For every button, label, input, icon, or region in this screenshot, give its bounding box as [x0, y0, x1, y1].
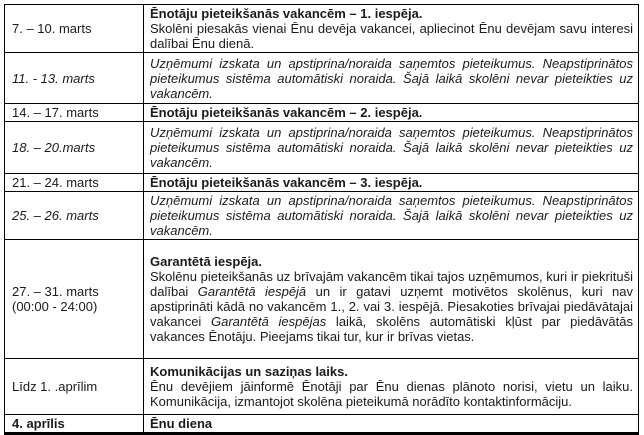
- date-cell: [5, 104, 144, 122]
- description-cell: [144, 5, 639, 53]
- description-heading: [150, 416, 633, 431]
- date-line: 11. - 13. marts: [12, 70, 95, 86]
- description-cell: [144, 53, 639, 104]
- table-row: [5, 174, 639, 192]
- description-text: Uzņēmumi izskata un apstiprina/noraida saņemtos pieteikumus. Neapstiprinātos pieteikumus sistēma automātiski noraida. Šajā laikā skolēni nevar pieteikties uz vakancēm.: [150, 55, 633, 101]
- date-cell: [5, 53, 144, 104]
- description-heading: [150, 105, 633, 120]
- description-paragraph: [150, 269, 633, 344]
- description-cell: [144, 415, 639, 434]
- description-text: Ēnu diena: [150, 416, 213, 431]
- table-row: [5, 192, 639, 240]
- description-text: Ēnotāju pieteikšanās vakancēm – 3. iespēja.: [150, 175, 423, 190]
- description-text: Garantētā iespēja.: [150, 254, 262, 269]
- description-text: Ēnotāju pieteikšanās vakancēm – 1. iespēja.: [150, 6, 423, 21]
- description-text: un ir gatavi uzņemt motivētos skolēnus, kuri nav apstiprināti kādā no vakancēm 1., 2. vai 3. iespējā. Piesakoties brīvajai piedāvātajai vakancei: [150, 284, 633, 329]
- description-paragraph: [150, 193, 633, 238]
- description-text: Uzņēmumi izskata un apstiprina/noraida saņemtos pieteikumus. Neapstiprinātos pieteikumus sistēma automātiski noraida. Šajā laikā skolēni nevar pieteikties uz vakancēm.: [150, 125, 633, 170]
- description-text: Ēnotāju pieteikšanās vakancēm – 2. iespēja.: [150, 105, 423, 120]
- date-line: 7. – 10. marts: [12, 21, 92, 36]
- description-heading: [150, 175, 633, 190]
- date-line: Līdz 1. .aprīlim: [12, 379, 98, 394]
- date-line: 27. – 31. marts: [12, 284, 99, 299]
- description-cell: [144, 359, 639, 415]
- table-row: [5, 415, 639, 434]
- table-row: [5, 122, 639, 174]
- description-text: Skolēni piesakās vienai Ēnu devēja vakancei, apliecinot Ēnu devējam savu interesi dalībai Ēnu dienā.: [150, 21, 633, 51]
- description-heading: [150, 254, 633, 269]
- table-row: [5, 240, 639, 359]
- description-cell: [144, 104, 639, 122]
- description-cell: [144, 122, 639, 174]
- description-text: Uzņēmumi izskata un apstiprina/noraida saņemtos pieteikumus. Neapstiprinātos pieteikumus sistēma automātiski noraida. Šajā laikā skolēni nevar pieteikties uz vakancēm.: [150, 193, 633, 238]
- date-line: (00:00 - 24:00): [12, 299, 98, 314]
- description-text: Komunikācijas un saziņas laiks.: [150, 364, 348, 379]
- date-cell: [5, 192, 144, 240]
- description-paragraph: [150, 56, 633, 101]
- date-line: 14. – 17. marts: [12, 105, 99, 120]
- date-cell: [5, 415, 144, 434]
- date-cell: [5, 359, 144, 415]
- description-text: Skolēnu pieteikšanās uz brīvajām vakancēm tikai tajos uzņēmumos, kuri ir piekrituši dalībai: [150, 269, 633, 299]
- date-line: 18. – 20.marts: [12, 140, 96, 155]
- date-line: 25. – 26. marts: [12, 208, 99, 223]
- date-cell: [5, 240, 144, 359]
- description-heading: [150, 6, 633, 21]
- description-paragraph: [150, 21, 633, 51]
- date-line: 4. aprīlis: [12, 416, 65, 431]
- description-text: Garantētā iespējā: [197, 284, 307, 299]
- table-row: [5, 359, 639, 415]
- description-paragraph: [150, 125, 633, 170]
- schedule-table: [4, 4, 639, 435]
- description-paragraph: [150, 379, 633, 409]
- date-line: 21. – 24. marts: [12, 175, 99, 190]
- table-row: [5, 53, 639, 104]
- description-cell: [144, 240, 639, 359]
- description-text: laikā, skolēns automātiski kļūst par piedāvātās vakances Ēnotāju. Pieejams tikai tur, kur ir brīvas vietas.: [150, 314, 634, 344]
- date-cell: [5, 174, 144, 192]
- description-heading: [150, 364, 633, 379]
- table-row: [5, 5, 639, 53]
- table-row: [5, 104, 639, 122]
- description-cell: [144, 174, 639, 192]
- date-cell: [5, 5, 144, 53]
- description-text: Ēnu devējiem jāinformē Ēnotāji par Ēnu dienas plānoto norisi, vietu un laiku. Komunikācija, izmantojot skolēna pieteikumā norādīto kontaktinformāciju.: [150, 379, 633, 409]
- date-cell: [5, 122, 144, 174]
- description-cell: [144, 192, 639, 240]
- description-text: Garantētā iespējas: [211, 314, 327, 329]
- schedule-table-body: [5, 5, 639, 434]
